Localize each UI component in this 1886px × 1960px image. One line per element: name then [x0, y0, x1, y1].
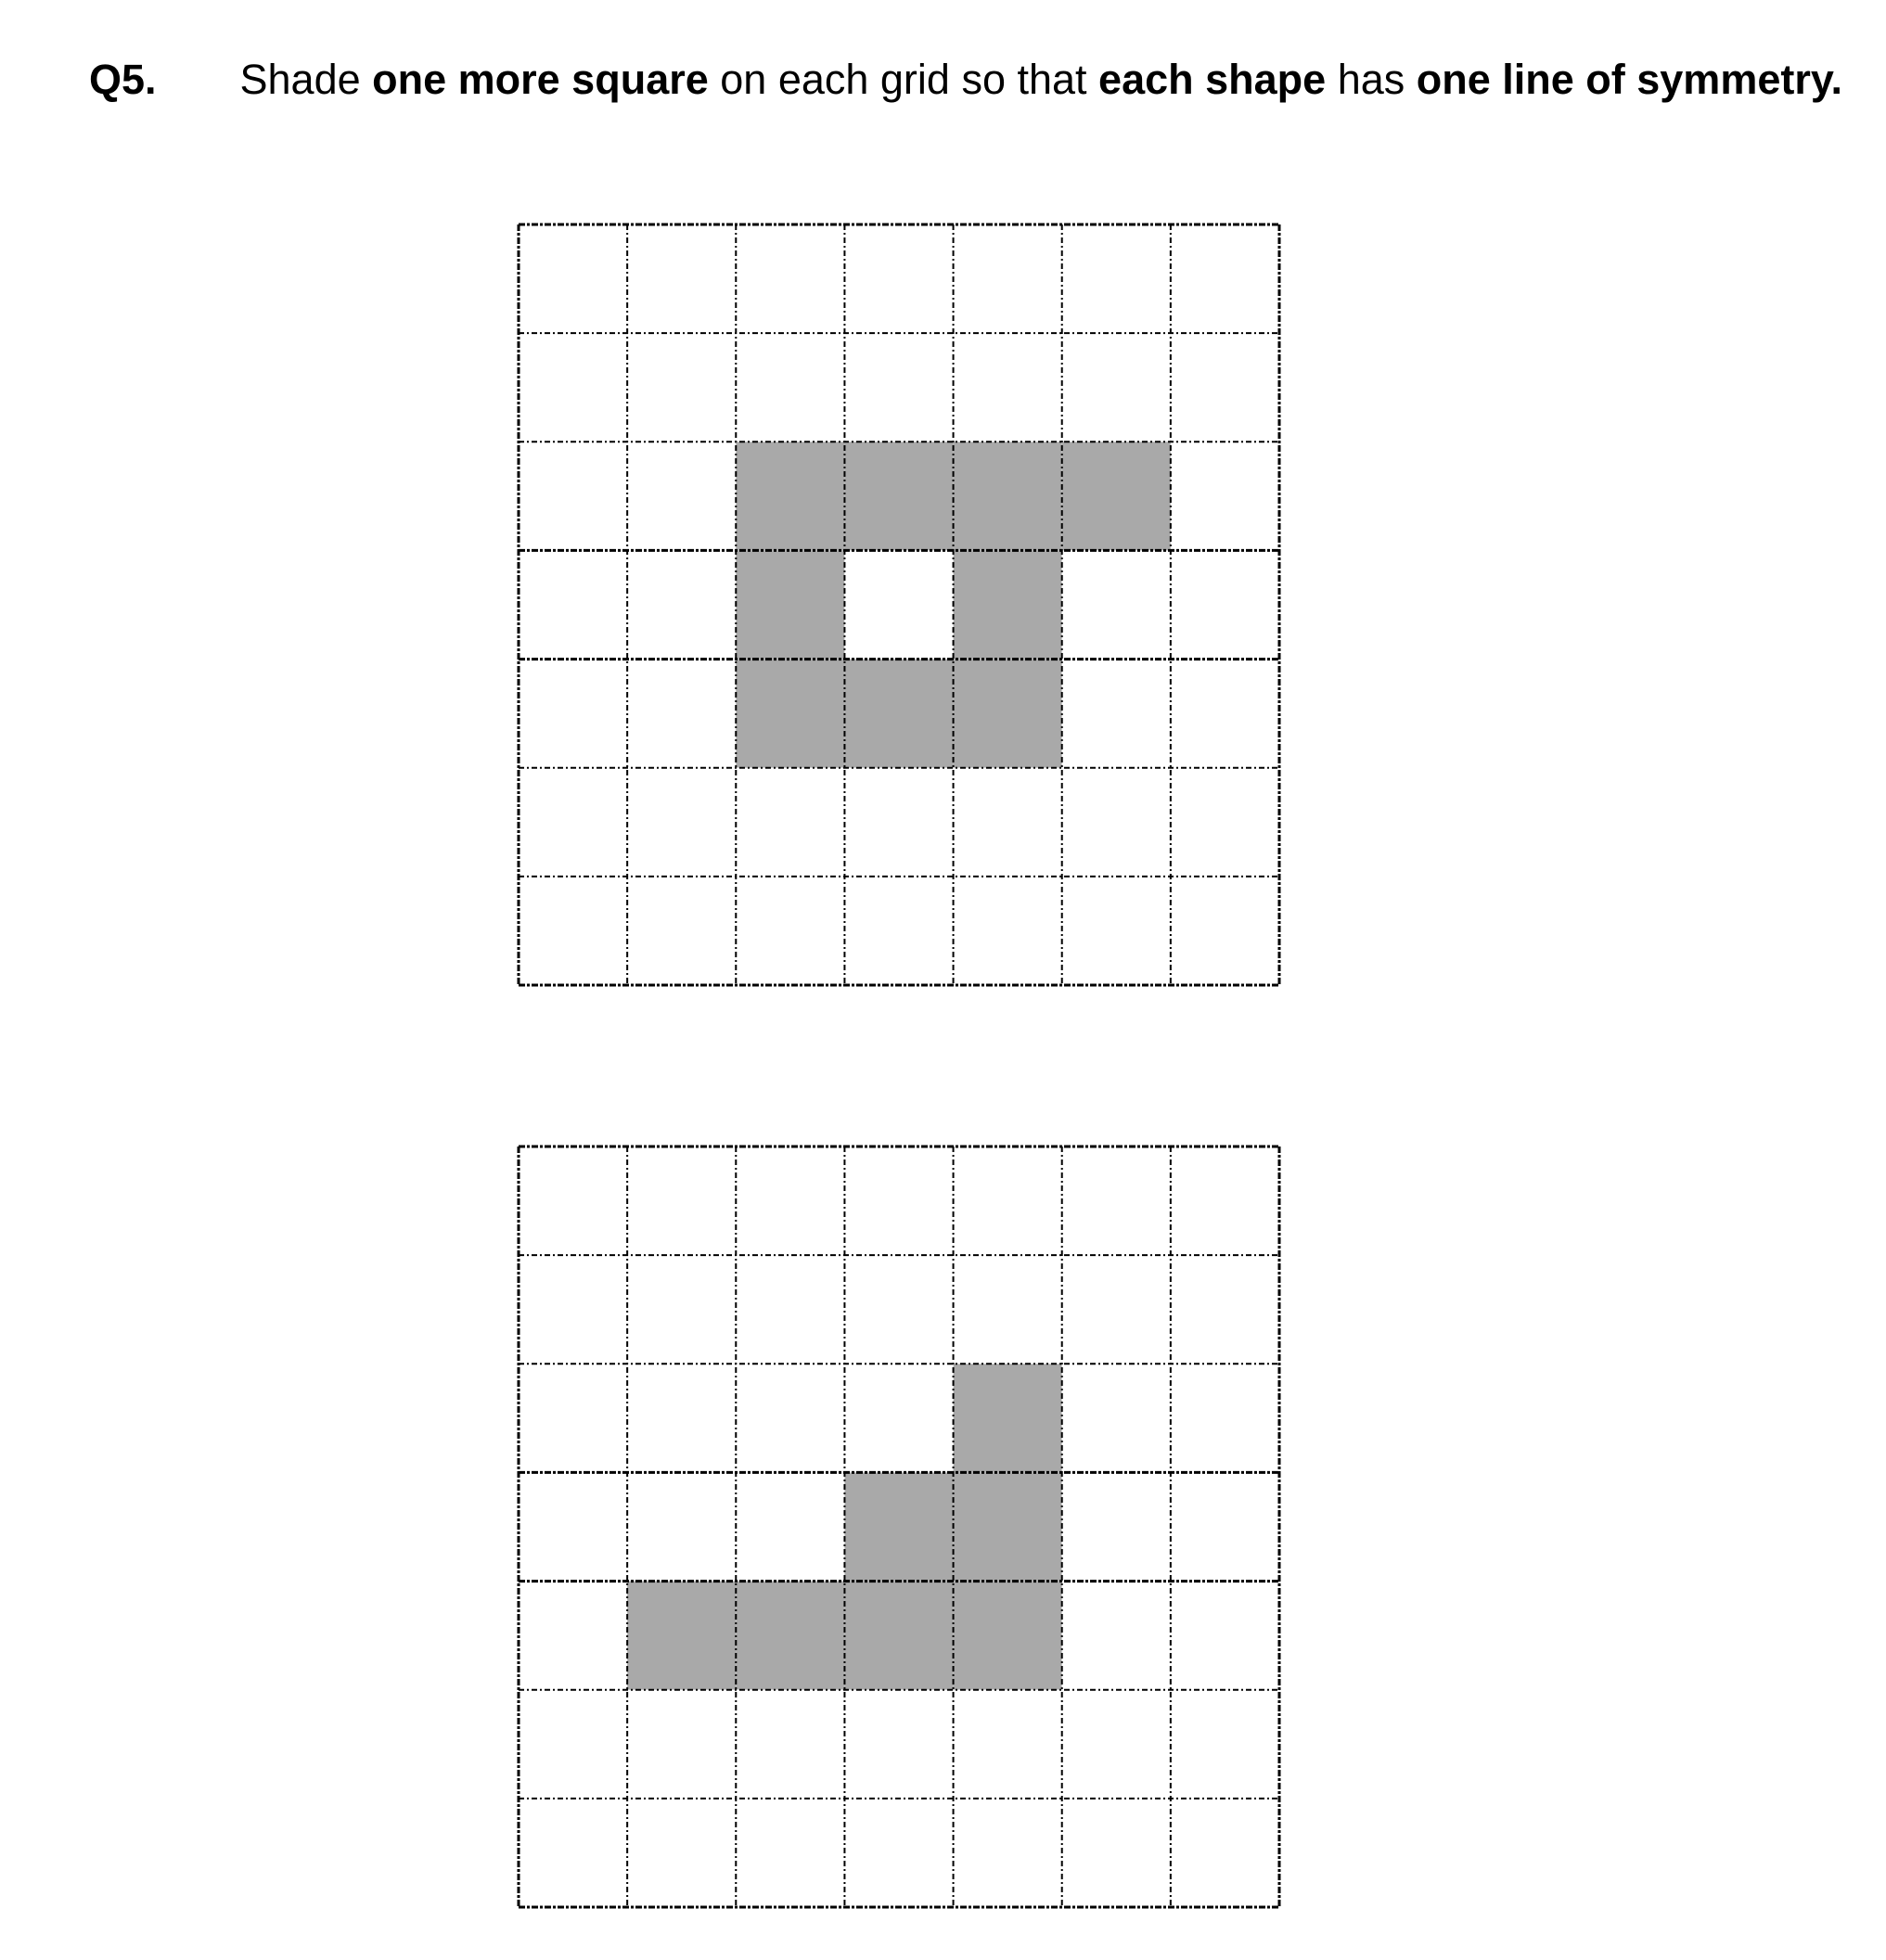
shaded-square — [954, 1582, 1062, 1690]
grid-square[interactable] — [1062, 333, 1171, 442]
grid-square[interactable] — [519, 1582, 627, 1690]
shaded-square — [1062, 442, 1171, 550]
grid-square[interactable] — [736, 1472, 844, 1581]
grid-square[interactable] — [1062, 1472, 1171, 1581]
grid-square[interactable] — [844, 333, 953, 442]
grid-square[interactable] — [844, 1690, 953, 1799]
grid-square[interactable] — [519, 442, 627, 550]
shaded-square — [736, 1582, 844, 1690]
shaded-square — [844, 442, 953, 550]
shaded-square — [627, 1582, 736, 1690]
grid-square[interactable] — [1062, 660, 1171, 768]
grid-square[interactable] — [519, 333, 627, 442]
grid-square[interactable] — [736, 1255, 844, 1364]
shaded-square — [736, 442, 844, 550]
grid-square[interactable] — [844, 224, 953, 333]
shaded-square — [954, 442, 1062, 550]
grid-square[interactable] — [1062, 877, 1171, 985]
grid-square[interactable] — [736, 1364, 844, 1472]
grid-square[interactable] — [627, 224, 736, 333]
grid-square[interactable] — [1062, 1582, 1171, 1690]
shaded-square — [954, 1472, 1062, 1581]
grid-square[interactable] — [1171, 1364, 1279, 1472]
question-text — [228, 56, 1842, 103]
grid-square[interactable] — [1171, 442, 1279, 550]
grid-square[interactable] — [1062, 1690, 1171, 1799]
question — [89, 48, 1852, 111]
grid-square[interactable] — [736, 333, 844, 442]
grid-square[interactable] — [627, 1472, 736, 1581]
grid-square[interactable] — [1171, 877, 1279, 985]
grid-square[interactable] — [1171, 224, 1279, 333]
grid-square[interactable] — [736, 877, 844, 985]
grid-square[interactable] — [736, 768, 844, 877]
grid-square[interactable] — [954, 1799, 1062, 1907]
shaded-square — [736, 660, 844, 768]
grid-square[interactable] — [1062, 1255, 1171, 1364]
grid-square[interactable] — [519, 660, 627, 768]
grid-square[interactable] — [1062, 768, 1171, 877]
grid-square[interactable] — [736, 224, 844, 333]
grid-square[interactable] — [1062, 1364, 1171, 1472]
grid-square[interactable] — [1062, 224, 1171, 333]
grid-square[interactable] — [844, 1799, 953, 1907]
grid-square[interactable] — [627, 1364, 736, 1472]
grid-square[interactable] — [844, 1147, 953, 1255]
grid-square[interactable] — [1171, 1147, 1279, 1255]
question-text-part: one more square — [372, 56, 709, 103]
grid-square[interactable] — [736, 1690, 844, 1799]
grid-square[interactable] — [954, 768, 1062, 877]
question-text-part: Shade — [239, 56, 373, 103]
grid-square[interactable] — [1171, 768, 1279, 877]
grid-square[interactable] — [627, 333, 736, 442]
grid-square[interactable] — [954, 224, 1062, 333]
grid-square[interactable] — [954, 333, 1062, 442]
grid-square[interactable] — [844, 877, 953, 985]
grid-square[interactable] — [954, 1690, 1062, 1799]
grid-square[interactable] — [519, 1255, 627, 1364]
grid-square[interactable] — [627, 768, 736, 877]
grid-square[interactable] — [519, 768, 627, 877]
grid-square[interactable] — [1171, 660, 1279, 768]
question-text-part: each shape — [1098, 56, 1327, 103]
grid-square[interactable] — [627, 550, 736, 659]
grid-square[interactable] — [954, 877, 1062, 985]
shaded-square — [844, 1582, 953, 1690]
grid-square[interactable] — [844, 1255, 953, 1364]
grid-square[interactable] — [1171, 550, 1279, 659]
grid-square[interactable] — [519, 550, 627, 659]
grid-square[interactable] — [844, 768, 953, 877]
grid-square[interactable] — [627, 877, 736, 985]
shaded-square — [736, 550, 844, 659]
shaded-square — [954, 550, 1062, 659]
grid-square[interactable] — [519, 1472, 627, 1581]
grid-square[interactable] — [954, 1255, 1062, 1364]
grid-square[interactable] — [1171, 1799, 1279, 1907]
grid-square[interactable] — [627, 1255, 736, 1364]
grid-square[interactable] — [519, 877, 627, 985]
question-text-part: has — [1326, 56, 1417, 103]
grid-square[interactable] — [736, 1147, 844, 1255]
grid-square[interactable] — [519, 224, 627, 333]
grid-square[interactable] — [844, 1364, 953, 1472]
grid-square[interactable] — [627, 1799, 736, 1907]
grid-square[interactable] — [1062, 1147, 1171, 1255]
grid-square[interactable] — [627, 660, 736, 768]
grid-square[interactable] — [519, 1799, 627, 1907]
shaded-square — [844, 1472, 953, 1581]
grid-square[interactable] — [519, 1147, 627, 1255]
grid-square[interactable] — [1171, 333, 1279, 442]
grid-square[interactable] — [1171, 1255, 1279, 1364]
shaded-square — [954, 1364, 1062, 1472]
grid-square[interactable] — [627, 442, 736, 550]
grid-square[interactable] — [1062, 1799, 1171, 1907]
grid-square[interactable] — [1171, 1472, 1279, 1581]
shaded-square — [954, 660, 1062, 768]
grid-square[interactable] — [627, 1147, 736, 1255]
question-text-part: on each grid so that — [708, 56, 1099, 103]
grid-square[interactable] — [519, 1364, 627, 1472]
grid-square[interactable] — [1171, 1690, 1279, 1799]
grid-square[interactable] — [844, 550, 953, 659]
shaded-square — [844, 660, 953, 768]
symmetry-grid-2[interactable] — [515, 1143, 1283, 1911]
grid-square[interactable] — [519, 1690, 627, 1799]
grid-square[interactable] — [1171, 1582, 1279, 1690]
question-number: Q5. — [89, 56, 157, 103]
grid-square[interactable] — [736, 1799, 844, 1907]
grid-square[interactable] — [1062, 550, 1171, 659]
question-text-part: one line of symmetry — [1416, 56, 1831, 103]
question-text-part: . — [1830, 56, 1843, 103]
grid-square[interactable] — [627, 1690, 736, 1799]
symmetry-grid-1[interactable] — [515, 221, 1283, 989]
grid-square[interactable] — [954, 1147, 1062, 1255]
